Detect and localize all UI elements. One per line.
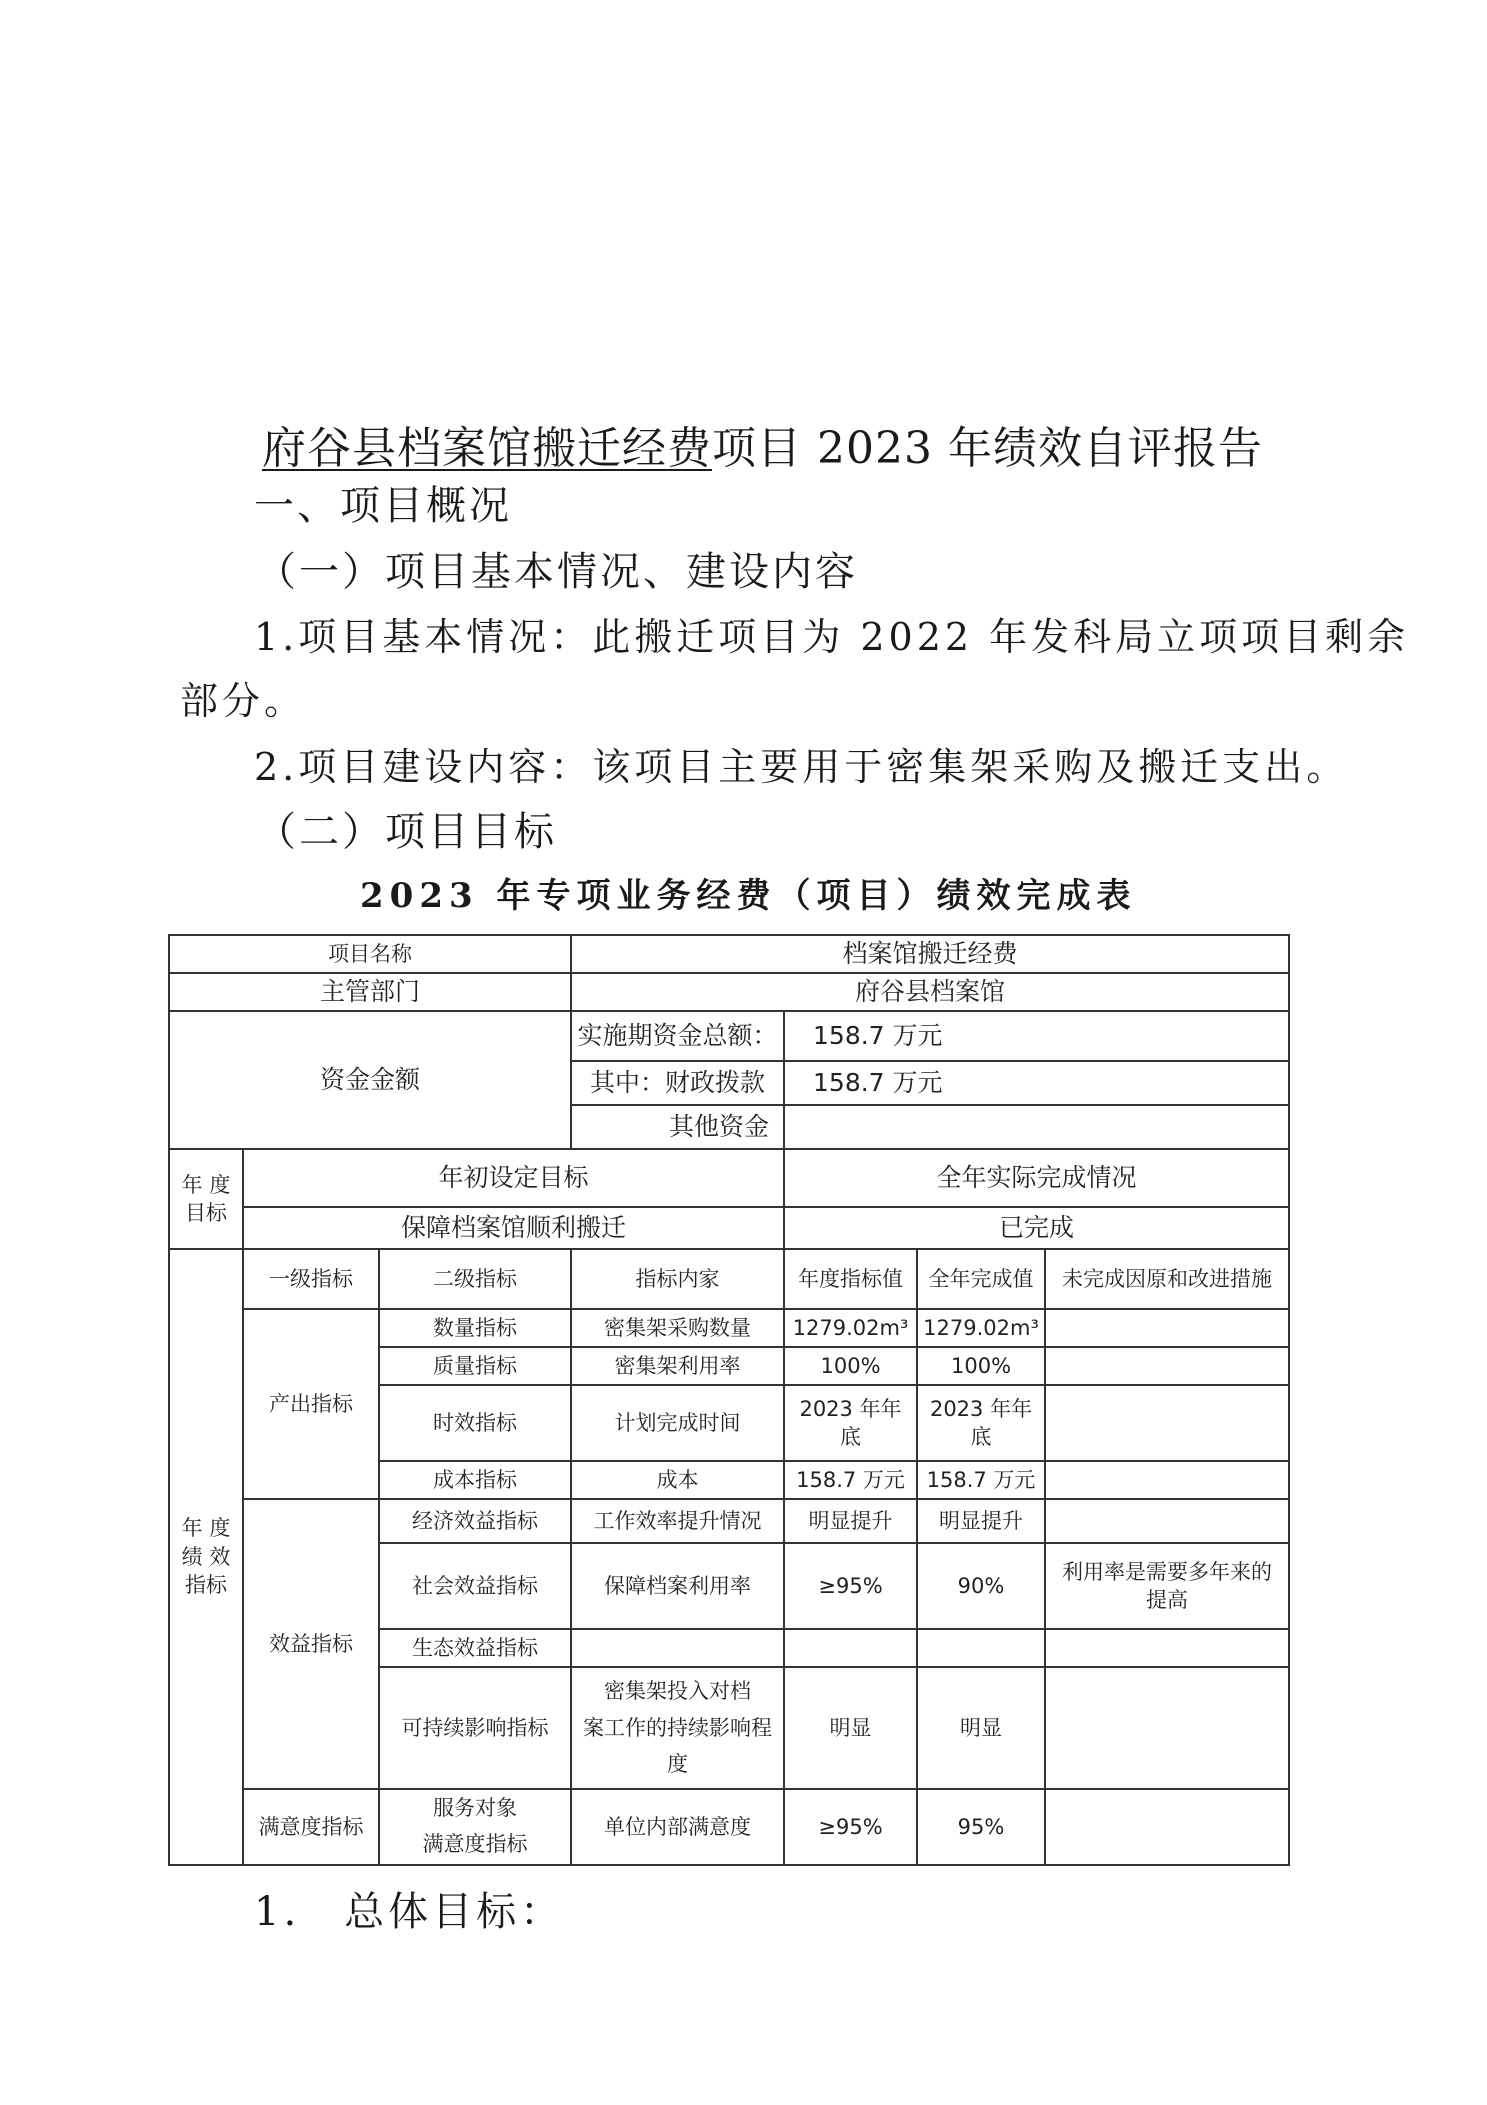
row-reason	[1045, 1385, 1289, 1461]
subheading-project-goals: （二）项目目标	[256, 809, 557, 855]
row-content: 密集架采购数量	[571, 1309, 784, 1347]
table-row	[169, 1249, 1289, 1309]
row-actual: 100%	[917, 1347, 1045, 1385]
other-funds-value	[784, 1105, 1289, 1149]
total-funds-label: 实施期资金总额：	[571, 1011, 784, 1061]
row-content	[571, 1629, 784, 1667]
row-level2: 生态效益指标	[379, 1629, 571, 1667]
row-content: 保障档案利用率	[571, 1543, 784, 1629]
row-level2: 数量指标	[379, 1309, 571, 1347]
table-row	[169, 935, 1289, 973]
row-target: 100%	[784, 1347, 917, 1385]
actual-completion-value: 已完成	[784, 1207, 1289, 1249]
output-indicator-label: 产出指标	[243, 1309, 379, 1499]
row-actual: 90%	[917, 1543, 1045, 1629]
row-reason	[1045, 1667, 1289, 1789]
row-reason	[1045, 1461, 1289, 1499]
row-actual: 1279.02m³	[917, 1309, 1045, 1347]
row-actual: 158.7 万元	[917, 1461, 1045, 1499]
row-actual: 明显	[917, 1667, 1045, 1789]
row-target: ≥95%	[784, 1789, 917, 1865]
row-level2: 成本指标	[379, 1461, 571, 1499]
header-reason: 未完成因原和改进措施	[1045, 1249, 1289, 1309]
row-reason: 利用率是需要多年来的 提高	[1045, 1543, 1289, 1629]
row-content: 密集架利用率	[571, 1347, 784, 1385]
dept-value: 府谷县档案馆	[571, 973, 1289, 1011]
row-reason	[1045, 1309, 1289, 1347]
table-row	[169, 1207, 1289, 1249]
benefit-indicator-label: 效益指标	[243, 1499, 379, 1789]
row-level2: 时效指标	[379, 1385, 571, 1461]
funds-label: 资金金额	[169, 1011, 571, 1149]
header-level1: 一级指标	[243, 1249, 379, 1309]
row-actual: 95%	[917, 1789, 1045, 1865]
row-actual	[917, 1629, 1045, 1667]
row-level2: 服务对象 满意度指标	[379, 1789, 571, 1865]
row-content: 密集架投入对档 案工作的持续影响程 度	[571, 1667, 784, 1789]
row-actual: 明显提升	[917, 1499, 1045, 1543]
fiscal-funds-label: 其中：财政拨款	[571, 1061, 784, 1105]
row-content: 计划完成时间	[571, 1385, 784, 1461]
paragraph-basic-info-line1: 1.项目基本情况：此搬迁项目为 2022 年发科局立项项目剩余	[254, 615, 1410, 659]
row-target: 158.7 万元	[784, 1461, 917, 1499]
fiscal-funds-value: 158.7 万元	[784, 1061, 1289, 1105]
header-actual: 全年完成值	[917, 1249, 1045, 1309]
row-target	[784, 1629, 917, 1667]
row-target: 明显提升	[784, 1499, 917, 1543]
row-target: 1279.02m³	[784, 1309, 917, 1347]
annual-goal-label: 年 度 目标	[169, 1149, 243, 1249]
initial-goal-header: 年初设定目标	[243, 1149, 784, 1207]
other-funds-label: 其他资金	[571, 1105, 784, 1149]
paragraph-construction-content: 2.项目建设内容：该项目主要用于密集架采购及搬迁支出。	[254, 745, 1349, 789]
row-reason	[1045, 1499, 1289, 1543]
row-level2: 社会效益指标	[379, 1543, 571, 1629]
row-content: 工作效率提升情况	[571, 1499, 784, 1543]
row-target: 明显	[784, 1667, 917, 1789]
project-name-value: 档案馆搬迁经费	[571, 935, 1289, 973]
paragraph-basic-info-line2: 部分。	[180, 679, 307, 723]
table-row	[169, 1149, 1289, 1207]
table-caption: 2023 年专项业务经费（项目）绩效完成表	[360, 876, 1137, 916]
page-title	[262, 412, 1263, 476]
overall-goal-heading: 1. 总体目标：	[254, 1889, 565, 1935]
section-heading-overview: 一、项目概况	[254, 483, 512, 529]
table-row	[169, 1789, 1289, 1865]
satisfaction-indicator-label: 满意度指标	[243, 1789, 379, 1865]
row-content: 成本	[571, 1461, 784, 1499]
total-funds-value: 158.7 万元	[784, 1011, 1289, 1061]
row-level2: 经济效益指标	[379, 1499, 571, 1543]
header-content: 指标内家	[571, 1249, 784, 1309]
indicators-label: 年 度 绩 效 指标	[169, 1249, 243, 1865]
row-level2: 质量指标	[379, 1347, 571, 1385]
header-level2: 二级指标	[379, 1249, 571, 1309]
table-row	[169, 973, 1289, 1011]
performance-table	[168, 934, 1290, 1866]
table-row	[169, 1309, 1289, 1347]
table-row	[169, 1499, 1289, 1543]
title-underlined-part: 府谷县档案馆搬迁经费	[262, 423, 712, 474]
title-rest: 项目 2023 年绩效自评报告	[712, 423, 1263, 474]
actual-completion-header: 全年实际完成情况	[784, 1149, 1289, 1207]
row-level2: 可持续影响指标	[379, 1667, 571, 1789]
dept-label: 主管部门	[169, 973, 571, 1011]
table-row	[169, 1011, 1289, 1061]
row-reason	[1045, 1347, 1289, 1385]
initial-goal-value: 保障档案馆顺利搬迁	[243, 1207, 784, 1249]
row-target: 2023 年年底	[784, 1385, 917, 1461]
subheading-basic-info: （一）项目基本情况、建设内容	[256, 549, 858, 595]
header-target: 年度指标值	[784, 1249, 917, 1309]
row-target: ≥95%	[784, 1543, 917, 1629]
row-reason	[1045, 1789, 1289, 1865]
row-reason	[1045, 1629, 1289, 1667]
row-content: 单位内部满意度	[571, 1789, 784, 1865]
row-actual: 2023 年年 底	[917, 1385, 1045, 1461]
project-name-label: 项目名称	[169, 935, 571, 973]
